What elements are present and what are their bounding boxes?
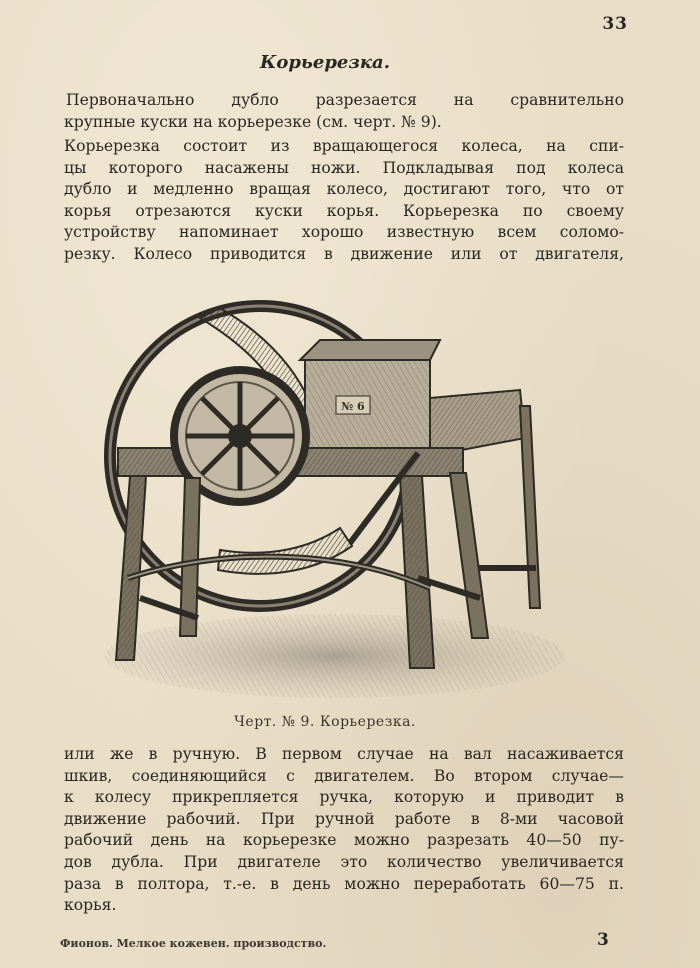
text-line: к колесу прикрепляется ручка, которую и приводит в [64,788,624,807]
text-line: Первоначально дубло разрезается на сравнительно [66,91,624,109]
text-line: устройству напоминает хорошо известную всем соломо- [64,223,624,242]
text-line: крупные куски на корьерезке (см. черт. № 9). [64,112,442,131]
text-line: корья. [64,896,117,915]
text-line: резку. Колесо приводится в движение или от двигателя, [64,244,624,263]
text-line: дов дубла. При двигателе это количество увеличивается [64,852,624,871]
text-line: дубло и медленно вращая колесо, достигают того, что от [64,180,624,199]
text-line: Корьерезка состоит из вращающегося колеса, на спи- [64,137,624,155]
text-line: раза в полтора, т.-е. в день можно переработать 60—75 п. [64,874,624,893]
text-line: рабочий день на корьерезке можно разрезать 40—50 пу- [64,831,624,850]
paragraph-operation [64,744,624,917]
text-line: цы которого насажены ножи. Подкладывая под колеса [64,158,624,177]
text-line: шкив, соединяющийся с двигателем. Во втором случае— [64,766,624,785]
figure-caption: Черт. № 9. Корьерезка. [234,714,416,730]
section-title: Корьерезка. [260,52,390,73]
paragraph-description [64,136,624,266]
paragraph-intro [64,90,624,133]
text-line: или же в ручную. В первом случае на вал насаживается [64,745,624,763]
signature-mark: 3 [597,930,609,950]
machine-plate-label: № 6 [341,400,365,413]
text-line: движение рабочий. При ручной работе в 8-ми часовой [64,809,624,828]
text-line: корья отрезаются куски корья. Корьерезка по своему [64,201,624,220]
page-number: 33 [602,14,628,34]
footer-imprint: Фионов. Мелкое кожевен. производство. [60,937,327,950]
bark-cutter-illustration [100,278,570,698]
